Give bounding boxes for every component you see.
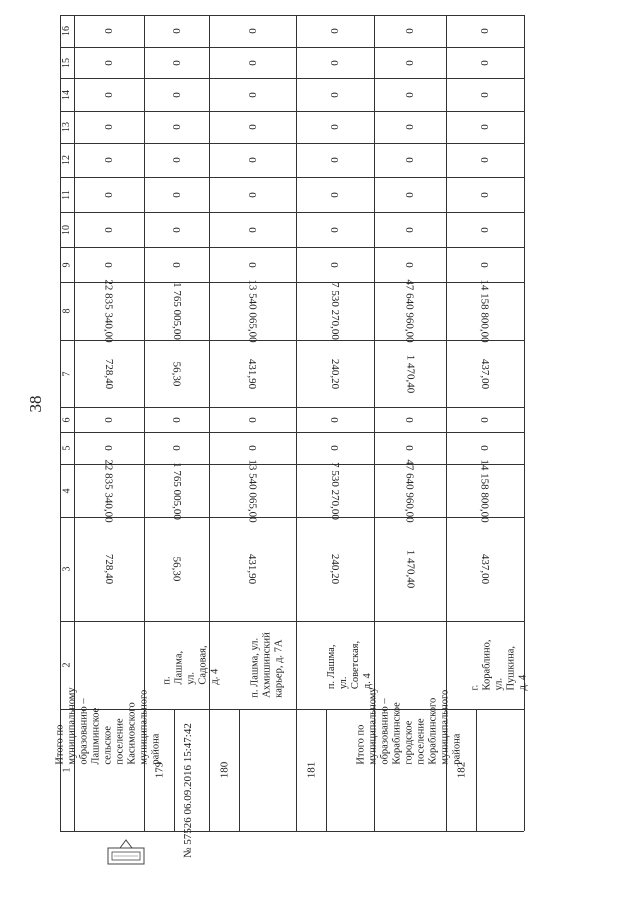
column-header (60, 111, 74, 143)
value-cell (446, 47, 524, 78)
cell-text: 0 (246, 91, 259, 98)
address-text: Итого по муниципальному образованию – Лашминское сельское поселение Касимовского муниципального района (55, 687, 162, 765)
cell-text: 56,30 (170, 556, 183, 582)
value-cell (144, 47, 209, 78)
value-cell (446, 143, 524, 177)
address-cell (470, 621, 530, 709)
cell-text: 0 (170, 261, 183, 268)
cell-text: 0 (329, 226, 341, 233)
cell-text: 0 (246, 124, 259, 130)
cell-text: 431,90 (246, 358, 259, 389)
cell-text: 0 (103, 445, 115, 451)
cell-text: 0 (103, 261, 115, 268)
cell-text: 179 (153, 761, 165, 779)
value-cell (209, 247, 296, 282)
value-cell (209, 517, 296, 621)
value-cell (374, 517, 446, 621)
value-cell (74, 340, 144, 407)
cell-text: 0 (329, 28, 341, 34)
column-header-label: 13 (61, 122, 72, 132)
column-header-label: 12 (61, 155, 72, 165)
value-cell (209, 458, 296, 523)
value-cell (209, 15, 296, 47)
cell-text: 180 (218, 761, 230, 779)
address-cell (239, 621, 296, 709)
cell-text: 0 (103, 191, 115, 198)
column-header-label: 1 (61, 767, 72, 773)
value-cell (144, 517, 209, 621)
value-cell (296, 143, 374, 177)
cell-text: 0 (170, 157, 183, 163)
column-header (60, 517, 74, 621)
cell-text: 0 (103, 157, 115, 163)
cell-text: 0 (246, 445, 259, 451)
value-cell (209, 143, 296, 177)
cell-text: 0 (404, 124, 416, 130)
address-text: г. Кораблино, ул. Пушкина, д. 4 (470, 639, 530, 691)
cell-text: 0 (329, 59, 341, 66)
value-cell (296, 15, 374, 47)
value-cell (209, 177, 296, 212)
column-header (60, 212, 74, 247)
value-cell (296, 407, 374, 432)
value-cell (144, 111, 209, 143)
value-cell (74, 517, 144, 621)
cell-text: 240,20 (329, 553, 341, 585)
cell-text: 0 (329, 157, 341, 163)
value-cell (296, 247, 374, 282)
value-cell (446, 279, 524, 343)
value-cell (296, 517, 374, 621)
value-cell (446, 15, 524, 47)
value-cell (74, 143, 144, 177)
column-header (60, 78, 74, 111)
value-cell (296, 212, 374, 247)
value-cell (144, 78, 209, 111)
value-cell (374, 143, 446, 177)
value-cell (74, 458, 144, 523)
cell-text: 0 (103, 226, 115, 233)
value-cell (144, 407, 209, 432)
page-number: 38 (26, 395, 45, 413)
cell-text: 0 (404, 261, 416, 268)
column-header (60, 143, 74, 177)
value-cell (74, 177, 144, 212)
cell-text: 22 835 340,00 (103, 279, 115, 343)
value-cell (374, 340, 446, 407)
value-cell (446, 340, 524, 407)
column-header (60, 177, 74, 212)
column-header (60, 340, 74, 407)
column-header-label: 6 (61, 417, 72, 422)
address-text: Итого по муниципальному образованию – Кораблинское городское поселение Кораблинского муниципального района (356, 687, 463, 765)
cell-text: 0 (103, 124, 115, 130)
cell-text: 0 (170, 59, 183, 66)
cell-text: 0 (329, 191, 341, 198)
cell-text: 14 158 800,00 (479, 458, 491, 523)
value-cell (374, 407, 446, 432)
cell-text: 0 (329, 91, 341, 98)
value-cell (296, 432, 374, 464)
value-cell (374, 458, 446, 523)
cell-text: 437,00 (479, 553, 491, 585)
cell-text: 0 (479, 157, 491, 163)
stamp-text: № 57526 06.09.2016 15:47:42 (182, 723, 194, 858)
cell-text: 0 (479, 226, 491, 233)
value-cell (446, 407, 524, 432)
address-text: п. Лашма, ул. Советская, д. 4 (326, 640, 373, 690)
column-header-label: 3 (61, 566, 72, 572)
cell-text: 0 (329, 445, 341, 451)
value-cell (446, 212, 524, 247)
cell-text: 0 (404, 59, 416, 66)
value-cell (74, 407, 144, 432)
column-header-label: 5 (61, 445, 72, 451)
column-header (60, 407, 74, 432)
column-header-label: 2 (61, 662, 72, 668)
cell-text: 1 470,40 (404, 354, 416, 393)
column-header-label: 15 (61, 57, 72, 68)
value-cell (74, 212, 144, 247)
value-cell (374, 177, 446, 212)
value-cell (144, 143, 209, 177)
cell-text: 47 640 960,00 (404, 458, 416, 523)
cell-text: 0 (404, 416, 416, 423)
cell-text: 0 (479, 261, 491, 268)
column-header (60, 247, 74, 282)
value-cell (74, 247, 144, 282)
cell-text: 0 (170, 445, 183, 451)
cell-text: 0 (479, 445, 491, 451)
value-cell (74, 111, 144, 143)
column-header (60, 15, 74, 47)
value-cell (296, 340, 374, 407)
cell-text: 7 530 270,00 (329, 282, 341, 340)
column-header-label: 4 (61, 488, 72, 493)
cell-text: 0 (170, 28, 183, 34)
cell-text: 7 530 270,00 (329, 461, 341, 520)
column-header-label: 10 (61, 224, 72, 235)
value-cell (374, 212, 446, 247)
cell-text: 0 (246, 191, 259, 198)
column-header-label: 16 (61, 26, 72, 36)
cell-text: 0 (246, 59, 259, 66)
column-header (60, 464, 74, 517)
cell-text: 13 540 065,00 (246, 458, 259, 523)
value-cell (296, 461, 374, 520)
value-cell (209, 212, 296, 247)
cell-text: 0 (404, 191, 416, 198)
cell-text: 0 (103, 28, 115, 34)
cell-text: 47 640 960,00 (404, 279, 416, 343)
column-header (60, 282, 74, 340)
value-cell (209, 340, 296, 407)
value-cell (374, 78, 446, 111)
value-cell (296, 177, 374, 212)
cell-text: 0 (246, 416, 259, 423)
cell-text: 0 (404, 226, 416, 233)
cell-text: 14 158 800,00 (479, 279, 491, 343)
value-cell (74, 78, 144, 111)
cell-text: 431,90 (246, 553, 259, 585)
cell-text: 0 (170, 124, 183, 130)
value-cell (296, 47, 374, 78)
cell-text: 0 (329, 416, 341, 423)
row-number-cell (296, 709, 326, 831)
value-cell (209, 78, 296, 111)
value-cell (446, 458, 524, 523)
value-cell (446, 78, 524, 111)
value-cell (144, 15, 209, 47)
cell-text: 0 (246, 261, 259, 268)
value-cell (144, 212, 209, 247)
cell-text: 22 835 340,00 (103, 458, 115, 523)
value-cell (209, 111, 296, 143)
cell-text: 0 (404, 28, 416, 34)
cell-text: 0 (479, 124, 491, 130)
cell-text: 240,20 (329, 358, 341, 389)
cell-text: 0 (103, 59, 115, 66)
cell-text: 0 (479, 59, 491, 66)
cell-text: 0 (404, 157, 416, 163)
value-cell (446, 517, 524, 621)
row-number-cell (144, 709, 174, 831)
value-cell (446, 247, 524, 282)
value-cell (374, 111, 446, 143)
row-number-cell (446, 709, 476, 831)
row-number-cell (209, 709, 239, 831)
value-cell (374, 15, 446, 47)
cell-text: 181 (305, 761, 317, 779)
cell-text: 0 (404, 445, 416, 451)
cell-text: 1 765 005,00 (170, 461, 183, 520)
cell-text: 0 (404, 91, 416, 98)
cell-text: 1 765 005,00 (170, 282, 183, 340)
address-text: п. Лашма, ул. Ахмишинский карьер, д. 7А (249, 632, 285, 698)
value-cell (74, 15, 144, 47)
budget-table (55, 15, 530, 831)
value-cell (144, 432, 209, 464)
column-header-label: 11 (60, 189, 72, 200)
cell-text: 728,40 (103, 358, 115, 389)
value-cell (144, 247, 209, 282)
column-header (60, 432, 74, 464)
value-cell (296, 282, 374, 340)
value-cell (144, 461, 209, 520)
cell-text: 728,40 (103, 553, 115, 585)
column-header-label: 9 (61, 262, 72, 267)
cell-text: 0 (329, 261, 341, 268)
cell-text: 0 (246, 157, 259, 163)
cell-text: 0 (170, 191, 183, 198)
cell-text: 0 (246, 28, 259, 34)
value-cell (296, 78, 374, 111)
value-cell (144, 177, 209, 212)
value-cell (209, 407, 296, 432)
value-cell (209, 279, 296, 343)
column-header-label: 8 (61, 308, 72, 314)
cell-text: 0 (479, 191, 491, 198)
column-header-label: 14 (61, 89, 72, 100)
cell-text: 0 (103, 91, 115, 98)
cell-text: 0 (329, 124, 341, 130)
cell-text: 0 (479, 28, 491, 34)
cell-text: 0 (246, 226, 259, 233)
value-cell (144, 340, 209, 407)
value-cell (74, 47, 144, 78)
value-cell (374, 247, 446, 282)
address-text: п. Лашма, ул. Садовая, д. 4 (161, 645, 221, 685)
cell-text: 0 (479, 416, 491, 423)
cell-text: 0 (170, 91, 183, 98)
cell-text: 1 470,40 (404, 549, 416, 589)
cell-text: 0 (103, 416, 115, 423)
cell-text: 0 (479, 91, 491, 98)
value-cell (296, 111, 374, 143)
cell-text: 56,30 (170, 361, 183, 386)
cell-text: 0 (170, 416, 183, 423)
cell-text: 182 (455, 761, 467, 779)
registration-stamp-icon (106, 836, 146, 868)
value-cell (74, 279, 144, 343)
cell-text: 437,00 (479, 358, 491, 389)
cell-text: 13 540 065,00 (246, 279, 259, 343)
column-header-label: 7 (61, 371, 72, 376)
value-cell (446, 111, 524, 143)
cell-text: 0 (170, 226, 183, 233)
column-header (60, 47, 74, 78)
value-cell (144, 282, 209, 340)
value-cell (374, 279, 446, 343)
value-cell (209, 47, 296, 78)
value-cell (446, 177, 524, 212)
value-cell (374, 47, 446, 78)
